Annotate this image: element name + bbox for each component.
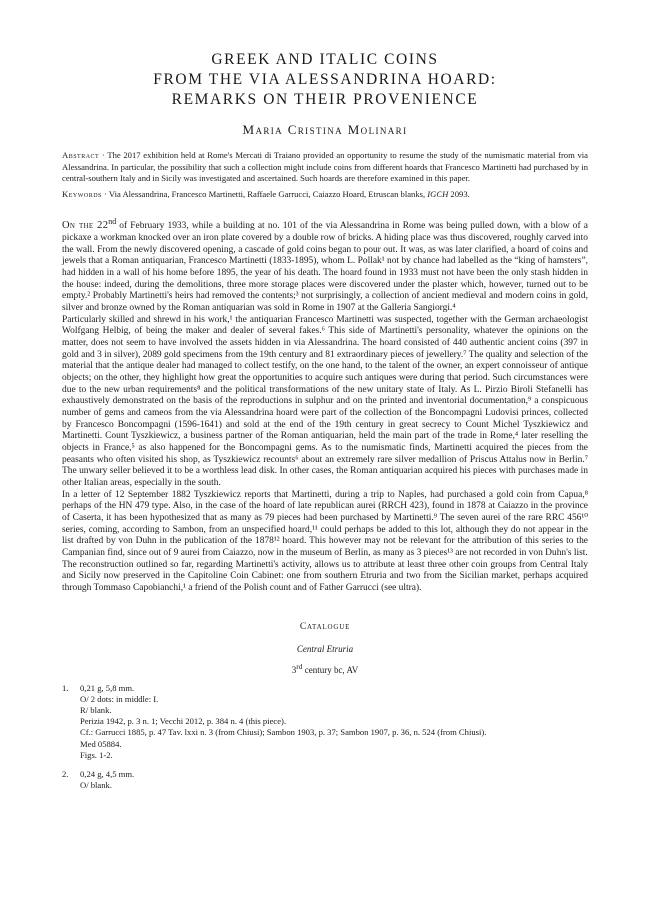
title-line-2: FROM THE VIA ALESSANDRINA HOARD: — [153, 71, 497, 88]
period-suffix: rd — [296, 661, 303, 671]
entry-line: Cf.: Garrucci 1885, p. 47 Tav. lxxi n. 3 (from Chiusi); Sambon 1903, p. 37; Sambon 1907, p. 36, n. 524 (from Chiusi). — [80, 727, 487, 738]
entry-line: Med 05884. — [80, 738, 122, 749]
paragraph-4: The reconstruction outlined so far, regarding Martinetti's activity, allows us to attribute at least three other coin groups from Central Italy and Sicily now preserved in the Capitoline Coin Cabinet: one from southern Etruria and two from the Sicilian market, perhaps acquired through Tommaso Capobianchi,¹ a friend of the Polish count and of Father Garrucci (see ultra). — [62, 559, 588, 593]
keywords-label: Keywords — [62, 188, 102, 199]
entry-line: R/ blank. — [80, 704, 112, 715]
abstract-label: Abstract — [62, 150, 100, 160]
entry-line: 0,24 g, 4,5 mm. — [80, 768, 135, 779]
author-name: Maria Cristina Molinari — [242, 122, 408, 137]
period-number: 3 — [291, 664, 297, 675]
article-title — [62, 50, 588, 110]
paragraph-3: In a letter of 12 September 1882 Tyszkiewicz reports that Martinetti, during a trip to Naples, had purchased a gold coin from Capua,⁸ perhaps of the HN 479 type. Also, in the case of the hoard of late republican aurei (RRCH 423), found in 1878 at Caiazzo in the province of Caserta, it has been hypothesized that as many as 79 pieces had been purchased by Martinetti.⁹ The seven aurei of the rare RRC 456¹⁰ series, coming, according to Sambon, from an unspecified hoard,¹¹ could perhaps be added to this lot, although they do not appear in the list drafted by von Duhn in the publication of the 1878¹² hoard. This however may not be relevant for the attribution of this series to the Campanian find, since out of 9 aurei from Caiazzo, now in the museum of Berlin, as many as 3 pieces¹³ are not recorded in von Duhn's list. — [62, 489, 588, 558]
catalogue-heading: Catalogue — [299, 621, 351, 632]
keywords-tail: 2093. — [448, 188, 470, 199]
paragraph-2: Particularly skilled and shrewd in his work,¹ the antiquarian Francesco Martinetti was suspected, together with the German archaeologist Wolfgang Helbig, of being the maker and dealer of several fakes.⁶ This side of Martinetti's personality, whatever the opinions on the matter, does not seem to have involved the assets hidden in via Alessandrina. The hoard consisted of 440 authentic ancient coins (397 in gold and 3 in silver), 2089 gold specimens from the 19th century and 81 extraordinary pieces of jewellery.⁷ The quality and selection of the material that the antique dealer had managed to collect testify, on the one hand, to the talent of the owner, an expert connoisseur of antique objects; on the other, they highlight how great the opportunities to acquire such antiques were during that period. Such circumstances were due to the new urban requirements⁸ and the political transformations of the new unitary state of Italy. As L. Pirzio Biroli Stefanelli has exhaustively demonstrated on the basis of the reproductions in sulphur and on the printed and inventorial documentation,⁹ a conspicuous number of gems and cameos from the via Alessandrina hoard were part of the collection of the Boncompagni Ludovisi princes, collected by Francesco Boncompagni (1596-1641) and sold at the end of the 19th century in great secrecy to Count Michel Tyszkiewicz and Martinetti. Count Tyszkiewicz, a business partner of the Roman antiquarian, held the main part of the trade in Rome,⁴ later reselling the objects in France,⁵ as also happened for the Boncompagni gems. As to the numismatic finds, Martinetti acquired the pieces from the peasants who often visited his shop, as Tyszkiewicz recounts⁶ about an extremely rare silver medallion of Priscus Attalus now in Berlin.⁷ The unwary seller believed it to be a worthless lead disk. In other cases, the Roman antiquarian acquired his pieces with purchases made in other Italian areas, especially in the south. — [62, 314, 588, 488]
entry-number: 1. — [62, 682, 69, 693]
keywords-text: Via Alessandrina, Francesco Martinetti, Raffaele Garrucci, Caiazzo Hoard, Etruscan blanks, — [108, 188, 428, 199]
entry-line: O/ 2 dots: in middle: I. — [80, 693, 159, 704]
keywords-italic: IGCH — [427, 188, 449, 199]
keywords-separator: · — [101, 188, 109, 199]
period-text: century bc, AV — [302, 664, 359, 675]
ordinal-suffix: nd — [108, 217, 117, 227]
catalogue-region: Central Etruria — [296, 643, 354, 654]
entry-line: Perizia 1942, p. 3 n. 1; Vecchi 2012, p. 384 n. 4 (this piece). — [80, 716, 287, 727]
paragraph-text: of February 1933, while a building at no. 101 of the via Alessandrina in Rome was being pulled down, with a blow of a pickaxe a workman knocked over an iron plate covered by a double row of bricks. A hiding place was thus discovered, roughly carved into the wall. From the newly discovered opening, a cascade of gold coins began to pour out. It was, as was later clarified, a hoard of coins and jewels that a Roman antiquarian, Francesco Martinetti (1833-1895), whom L. Pollak¹ not by chance had labelled as the “king of hamsters”, had hidden in a wall of his home before 1895, the year of his death. The hoard found in 1933 must not have been the only stash hidden in the house: indeed, during the demolitions, three more storage places were discovered under the plaster which, however, turned out to be empty.² Probably Martinetti's heirs had removed the contents;³ not surprisingly, a collection of ancient medieval and modern coins in gold, silver and bronze owned by the Roman antiquarian was sold in Rome in 1907 at the Galleria Sangiorgi.⁴ — [62, 221, 588, 314]
paragraph-1 — [62, 216, 588, 314]
keywords — [62, 189, 588, 201]
title-line-1: GREEK AND ITALIC COINS — [211, 51, 439, 68]
catalogue-period — [62, 662, 588, 675]
article-body — [62, 216, 588, 594]
abstract-text: The 2017 exhibition held at Rome's Mercati di Traiano provided an opportunity to resume the study of the numismatic material from via Alessandrina. In particular, the possibility that such a collection might include coins from different hoards that Francesco Martinetti had purchased by in central-southern Italy and in Sicily was investigated and ascertained. Such hoards are therefore examined in this paper. — [62, 150, 588, 184]
abstract-separator: · — [99, 150, 108, 160]
catalogue-entry-1 — [62, 683, 588, 761]
paragraph-opening: On the 22 — [62, 220, 109, 232]
entry-number: 2. — [62, 768, 69, 779]
entry-line: Figs. 1-2. — [80, 749, 113, 760]
catalogue-entry-2 — [62, 769, 588, 791]
entry-line: 0,21 g, 5,8 mm. — [80, 682, 135, 693]
title-line-3: REMARKS ON THEIR PROVENIENCE — [171, 91, 479, 108]
entry-line: O/ blank. — [80, 780, 112, 791]
abstract — [62, 150, 588, 185]
